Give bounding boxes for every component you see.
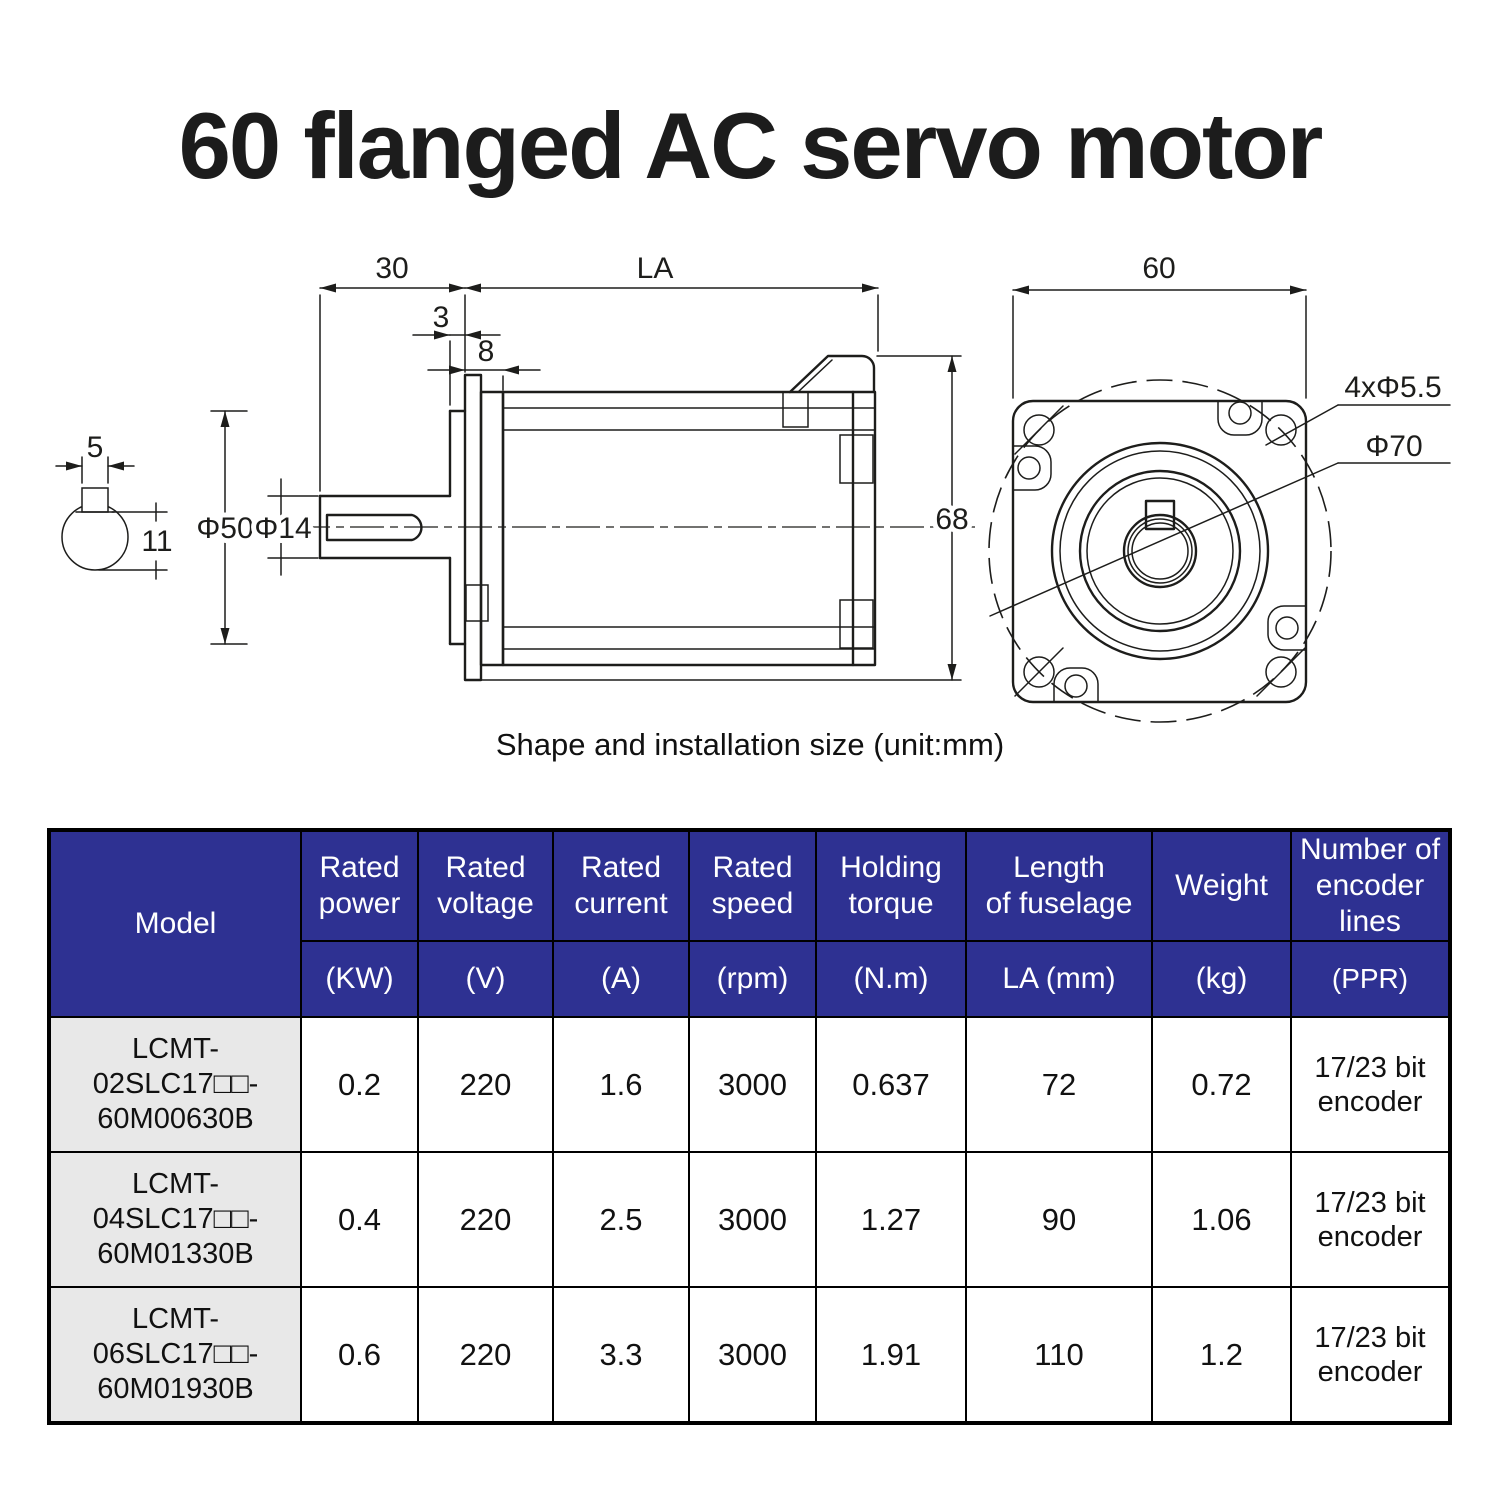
header-encoder-lines: Number of encoder lines <box>1291 830 1450 941</box>
header-rated-current: Rated current <box>553 830 689 941</box>
unit-encoder-lines: (PPR) <box>1291 941 1450 1017</box>
header-rated-voltage: Rated voltage <box>418 830 553 941</box>
cell-rated-current: 1.6 <box>553 1017 689 1152</box>
cell-rated-power: 0.4 <box>301 1152 418 1287</box>
cell-encoder: 17/23 bit encoder <box>1291 1152 1450 1287</box>
cell-rated-voltage: 220 <box>418 1017 553 1152</box>
dim-label-8: 8 <box>477 335 495 368</box>
cell-length: 90 <box>966 1152 1152 1287</box>
table-header <box>49 830 1450 1017</box>
drawing-caption: Shape and installation size (unit:mm) <box>495 727 1005 762</box>
front-view <box>989 252 1450 722</box>
side-view <box>196 252 975 680</box>
dim-label-d50: Φ50 <box>196 512 254 545</box>
table-row <box>49 1152 1450 1287</box>
cell-rated-speed: 3000 <box>689 1017 816 1152</box>
mounting-holes <box>1015 406 1305 696</box>
cell-weight: 1.06 <box>1152 1152 1291 1287</box>
unit-rated-power: (KW) <box>301 941 418 1017</box>
cell-rated-current: 3.3 <box>553 1287 689 1423</box>
header-length-of-fuselage: Length of fuselage <box>966 830 1152 941</box>
cell-model: LCMT- 06SLC17□□- 60M01930B <box>49 1287 301 1423</box>
cell-rated-voltage: 220 <box>418 1287 553 1423</box>
cell-model: LCMT- 02SLC17□□- 60M00630B <box>49 1017 301 1152</box>
dim-label-68: 68 <box>935 503 969 536</box>
cell-encoder: 17/23 bit encoder <box>1291 1017 1450 1152</box>
header-model: Model <box>49 830 301 1017</box>
dim-label-5: 5 <box>86 431 104 464</box>
unit-length-of-fuselage: LA (mm) <box>966 941 1152 1017</box>
secondary-holes <box>1014 402 1305 701</box>
page-title: 60 flanged AC servo motor <box>178 93 1322 198</box>
cell-length: 110 <box>966 1287 1152 1423</box>
header-holding-torque: Holding torque <box>816 830 966 941</box>
dim-label-30: 30 <box>375 252 409 285</box>
cell-holding-torque: 1.27 <box>816 1152 966 1287</box>
dim-label-holes: 4xΦ5.5 <box>1344 371 1442 404</box>
dim-label-la: LA <box>636 252 674 285</box>
dim-label-d70: Φ70 <box>1365 430 1423 463</box>
cell-rated-current: 2.5 <box>553 1152 689 1287</box>
cell-holding-torque: 1.91 <box>816 1287 966 1423</box>
header-rated-power: Rated power <box>301 830 418 941</box>
cell-length: 72 <box>966 1017 1152 1152</box>
unit-rated-voltage: (V) <box>418 941 553 1017</box>
unit-rated-current: (A) <box>553 941 689 1017</box>
dim-label-60: 60 <box>1142 252 1176 285</box>
unit-weight: (kg) <box>1152 941 1291 1017</box>
cell-rated-speed: 3000 <box>689 1152 816 1287</box>
shaft-section-view <box>56 431 173 579</box>
table-row <box>49 1287 1450 1423</box>
cell-rated-power: 0.6 <box>301 1287 418 1423</box>
header-weight: Weight <box>1152 830 1291 941</box>
dim-label-3: 3 <box>432 301 450 334</box>
cell-holding-torque: 0.637 <box>816 1017 966 1152</box>
cell-encoder: 17/23 bit encoder <box>1291 1287 1450 1423</box>
unit-holding-torque: (N.m) <box>816 941 966 1017</box>
cell-rated-power: 0.2 <box>301 1017 418 1152</box>
spec-table <box>47 828 1452 1425</box>
cell-weight: 1.2 <box>1152 1287 1291 1423</box>
cell-model: LCMT- 04SLC17□□- 60M01330B <box>49 1152 301 1287</box>
cell-weight: 0.72 <box>1152 1017 1291 1152</box>
dim-label-d14: Φ14 <box>254 512 312 545</box>
dim-label-11: 11 <box>141 525 173 558</box>
technical-drawing <box>0 245 1500 740</box>
unit-rated-speed: (rpm) <box>689 941 816 1017</box>
header-rated-speed: Rated speed <box>689 830 816 941</box>
table-row <box>49 1017 1450 1152</box>
cell-rated-voltage: 220 <box>418 1152 553 1287</box>
cell-rated-speed: 3000 <box>689 1287 816 1423</box>
